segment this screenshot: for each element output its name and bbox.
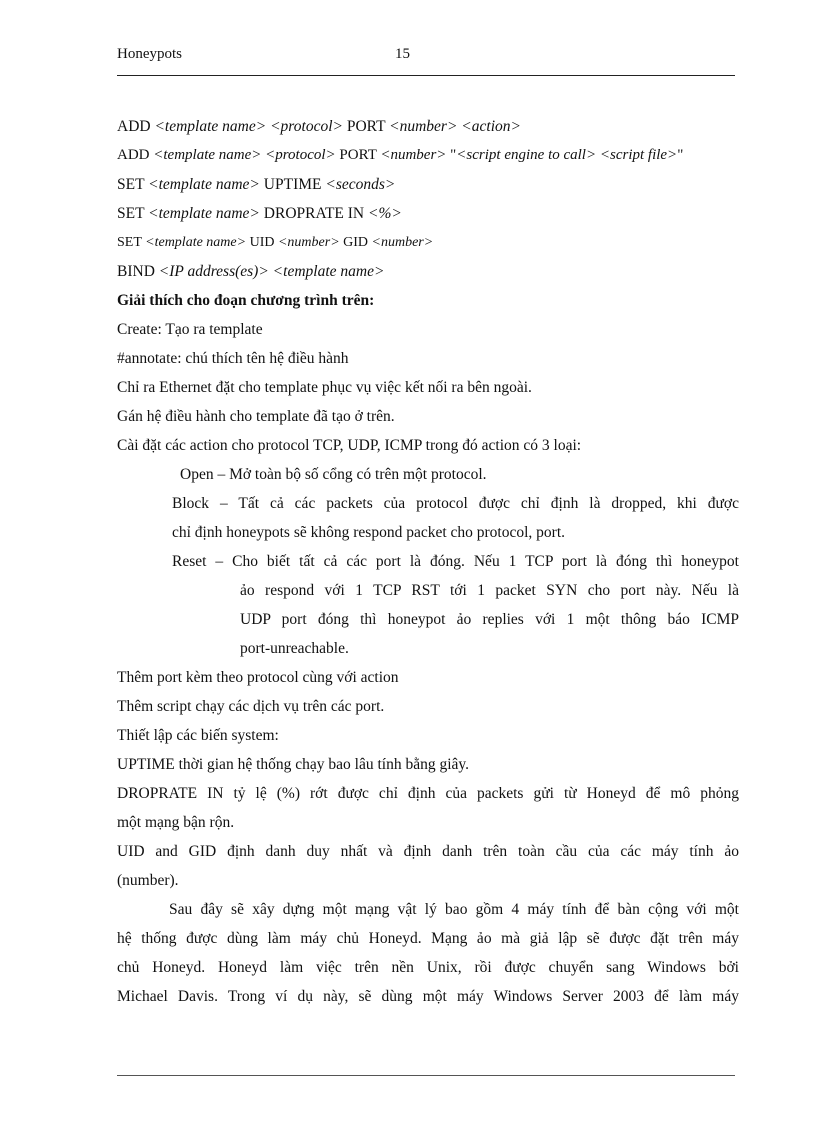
paragraph-line: hệ thống được dùng làm máy chủ Honeyd. Mạng ảo mà giả lập sẽ được đặt trên máy	[117, 930, 739, 947]
page-number: 15	[395, 46, 410, 62]
text-line: Thêm port kèm theo protocol cùng với action	[117, 669, 399, 686]
header-title: Honeypots	[117, 46, 182, 62]
header-rule	[117, 75, 735, 76]
text-line: một mạng bận rộn.	[117, 814, 235, 831]
text-line: Thêm script chạy các dịch vụ trên các port.	[117, 698, 385, 715]
text-line: Thiết lập các biến system:	[117, 727, 279, 744]
action-reset-cont: UDP port đóng thì honeypot ảo replies với 1 một thông báo ICMP	[240, 611, 739, 628]
text-line: UID and GID định danh duy nhất và định danh trên toàn cầu của các máy tính ảo	[117, 843, 739, 860]
action-reset-cont: ảo respond với 1 TCP RST tới 1 packet SYN cho port này. Nếu là	[240, 582, 739, 599]
action-open: Open – Mở toàn bộ số cổng có trên một protocol.	[180, 466, 487, 483]
text-line: DROPRATE IN tỷ lệ (%) rớt được chỉ định của packets gửi từ Honeyd để mô phỏng	[117, 785, 739, 802]
action-reset: Reset – Cho biết tất cả các port là đóng. Nếu 1 TCP port là đóng thì honeypot	[172, 553, 739, 570]
text-line: Cài đặt các action cho protocol TCP, UDP, ICMP trong đó action có 3 loại:	[117, 437, 582, 454]
section-heading: Giải thích cho đoạn chương trình trên:	[117, 292, 375, 309]
command-line: ADD <template name> <protocol> PORT <number> "<script engine to call> <script file>"	[117, 147, 684, 163]
text-line: (number).	[117, 872, 179, 889]
command-line: BIND <IP address(es)> <template name>	[117, 263, 385, 280]
text-line: #annotate: chú thích tên hệ điều hành	[117, 350, 349, 367]
command-line: ADD <template name> <protocol> PORT <number> <action>	[117, 118, 521, 135]
action-reset-cont: port-unreachable.	[240, 640, 349, 657]
paragraph-line: Michael Davis. Trong ví dụ này, sẽ dùng một máy Windows Server 2003 để làm máy	[117, 988, 739, 1005]
text-line: Gán hệ điều hành cho template đã tạo ở trên.	[117, 408, 395, 425]
text-line: Create: Tạo ra template	[117, 321, 263, 338]
page-header	[117, 46, 735, 68]
paragraph-line: Sau đây sẽ xây dựng một mạng vật lý bao gồm 4 máy tính để bàn cộng với một	[169, 901, 739, 918]
paragraph-line: chủ Honeyd. Honeyd làm việc trên nền Unix, rồi được chuyển sang Windows bởi	[117, 959, 739, 976]
text-line: Chỉ ra Ethernet đặt cho template phục vụ việc kết nối ra bên ngoài.	[117, 379, 532, 396]
document-body	[117, 112, 739, 1011]
footer-rule	[117, 1075, 735, 1076]
command-line: SET <template name> UID <number> GID <number>	[117, 235, 434, 250]
action-block: Block – Tất cả các packets của protocol được chỉ định là dropped, khi được	[172, 495, 739, 512]
action-block-cont: chỉ định honeypots sẽ không respond packet cho protocol, port.	[172, 524, 566, 541]
command-line: SET <template name> UPTIME <seconds>	[117, 176, 396, 193]
command-line: SET <template name> DROPRATE IN <%>	[117, 205, 402, 222]
text-line: UPTIME thời gian hệ thống chạy bao lâu tính bằng giây.	[117, 756, 469, 773]
